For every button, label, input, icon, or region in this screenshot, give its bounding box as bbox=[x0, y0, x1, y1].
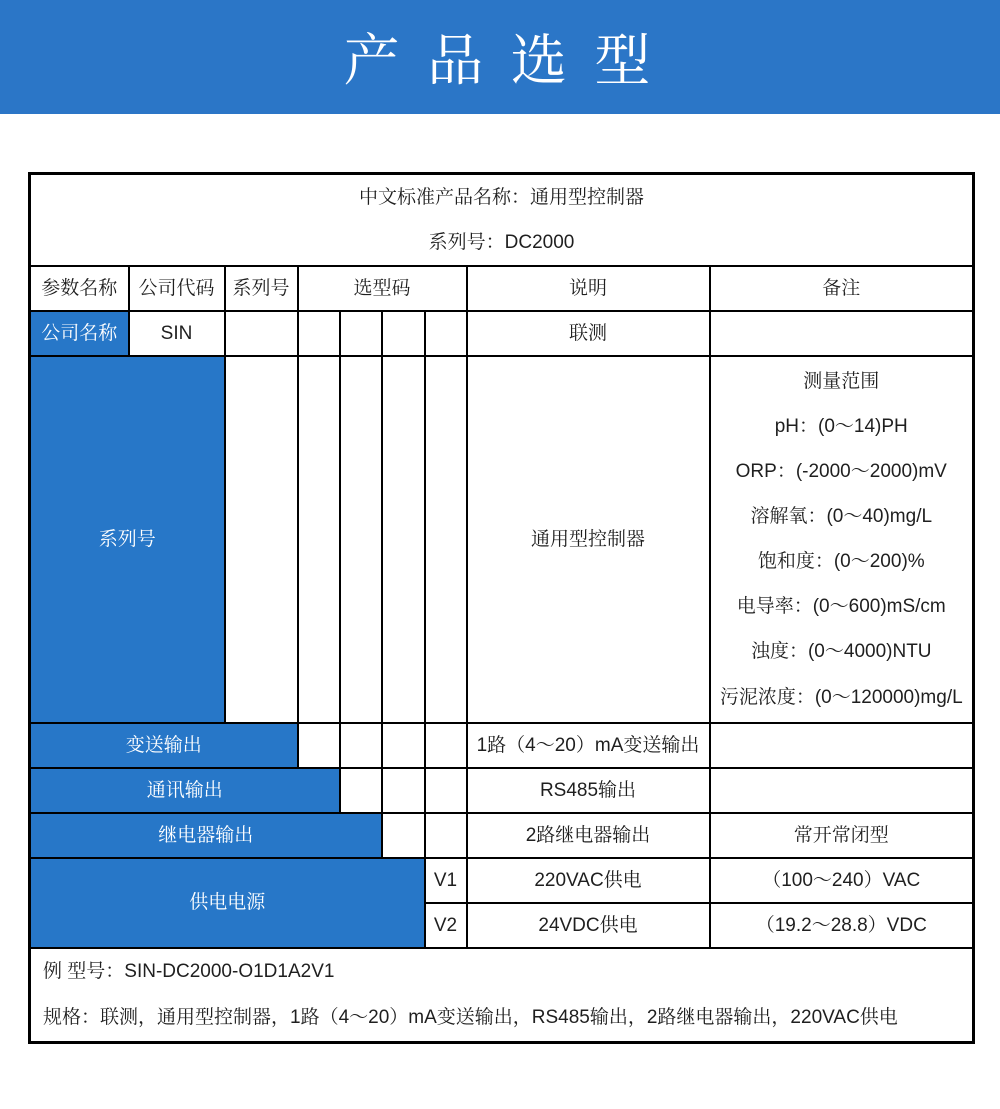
measure-range-orp: ORP：(-2000～2000)mV bbox=[735, 460, 947, 482]
header-series-number: 系列号 bbox=[225, 266, 298, 311]
param-cell-relay-output: 继电器输出 bbox=[30, 813, 382, 858]
code-cell bbox=[382, 311, 425, 356]
company-description: 联测 bbox=[467, 311, 710, 356]
page-banner bbox=[0, 0, 1000, 114]
row-transmit-output bbox=[30, 723, 974, 768]
table-title-row bbox=[30, 174, 974, 267]
product-selection-table bbox=[28, 172, 975, 1044]
measure-range-turbidity: 浊度：(0～4000)NTU bbox=[750, 641, 932, 663]
row-comm-output bbox=[30, 768, 974, 813]
power-v1-description: 220VAC供电 bbox=[467, 858, 710, 903]
header-company-code: 公司代码 bbox=[129, 266, 225, 311]
power-v2-remark: （19.2～28.8）VDC bbox=[710, 903, 974, 948]
series-description: 通用型控制器 bbox=[467, 356, 710, 723]
header-selection-code: 选型码 bbox=[298, 266, 467, 311]
series-remark-measure-ranges bbox=[710, 356, 974, 723]
param-cell-transmit-output: 变送输出 bbox=[30, 723, 298, 768]
header-param-name: 参数名称 bbox=[30, 266, 129, 311]
power-v1-remark: （100～240）VAC bbox=[710, 858, 974, 903]
code-cell bbox=[298, 356, 340, 723]
example-spec-line: 规格：联测，通用型控制器，1路（4～20）mA变送输出，RS485输出，2路继电器输出，220VAC供电 bbox=[43, 1007, 898, 1029]
code-cell bbox=[340, 768, 382, 813]
relay-remark: 常开常闭型 bbox=[710, 813, 974, 858]
row-example bbox=[30, 948, 974, 1043]
param-cell-company-name: 公司名称 bbox=[30, 311, 129, 356]
code-cell bbox=[225, 311, 298, 356]
power-code-v2: V2 bbox=[425, 903, 467, 948]
page-title: 产 品 选 型 bbox=[343, 29, 657, 92]
code-cell bbox=[340, 723, 382, 768]
code-cell bbox=[298, 723, 340, 768]
product-name-line: 中文标准产品名称：通用型控制器 bbox=[359, 187, 645, 208]
power-code-v1: V1 bbox=[425, 858, 467, 903]
column-header-row bbox=[30, 266, 974, 311]
example-block bbox=[31, 949, 972, 1041]
code-cell bbox=[225, 356, 298, 723]
power-v2-description: 24VDC供电 bbox=[467, 903, 710, 948]
company-remark bbox=[710, 311, 974, 356]
param-cell-series-number: 系列号 bbox=[30, 356, 225, 723]
comm-remark bbox=[710, 768, 974, 813]
transmit-remark bbox=[710, 723, 974, 768]
measure-range-do: 溶解氧：(0～40)mg/L bbox=[750, 506, 933, 528]
example-model-line: 例 型号：SIN-DC2000-O1D1A2V1 bbox=[43, 961, 335, 983]
param-cell-comm-output: 通讯输出 bbox=[30, 768, 340, 813]
measure-range-list bbox=[711, 357, 973, 722]
code-cell bbox=[382, 723, 425, 768]
row-relay-output bbox=[30, 813, 974, 858]
measure-range-ph: pH：(0～14)PH bbox=[774, 415, 908, 437]
row-power-v1 bbox=[30, 858, 974, 903]
code-cell bbox=[425, 356, 467, 723]
measure-range-saturation: 饱和度：(0～200)% bbox=[757, 551, 925, 573]
code-cell bbox=[298, 311, 340, 356]
param-cell-power-supply: 供电电源 bbox=[30, 858, 425, 948]
transmit-description: 1路（4～20）mA变送输出 bbox=[467, 723, 710, 768]
table-title-cell bbox=[30, 174, 974, 267]
code-cell bbox=[425, 768, 467, 813]
comm-description: RS485输出 bbox=[467, 768, 710, 813]
code-cell bbox=[382, 768, 425, 813]
row-series-number bbox=[30, 356, 974, 723]
example-cell bbox=[30, 948, 974, 1043]
header-remarks: 备注 bbox=[710, 266, 974, 311]
code-cell bbox=[382, 813, 425, 858]
code-cell bbox=[425, 311, 467, 356]
series-number-line: 系列号：DC2000 bbox=[428, 232, 575, 253]
code-cell bbox=[340, 311, 382, 356]
code-cell bbox=[425, 723, 467, 768]
measure-range-title: 测量范围 bbox=[803, 370, 880, 392]
code-cell bbox=[425, 813, 467, 858]
row-company-name bbox=[30, 311, 974, 356]
header-description: 说明 bbox=[467, 266, 710, 311]
relay-description: 2路继电器输出 bbox=[467, 813, 710, 858]
company-code-value: SIN bbox=[129, 311, 225, 356]
measure-range-conductivity: 电导率：(0～600)mS/cm bbox=[736, 596, 946, 618]
code-cell bbox=[340, 356, 382, 723]
code-cell bbox=[382, 356, 425, 723]
measure-range-sludge: 污泥浓度：(0～120000)mg/L bbox=[719, 686, 963, 708]
